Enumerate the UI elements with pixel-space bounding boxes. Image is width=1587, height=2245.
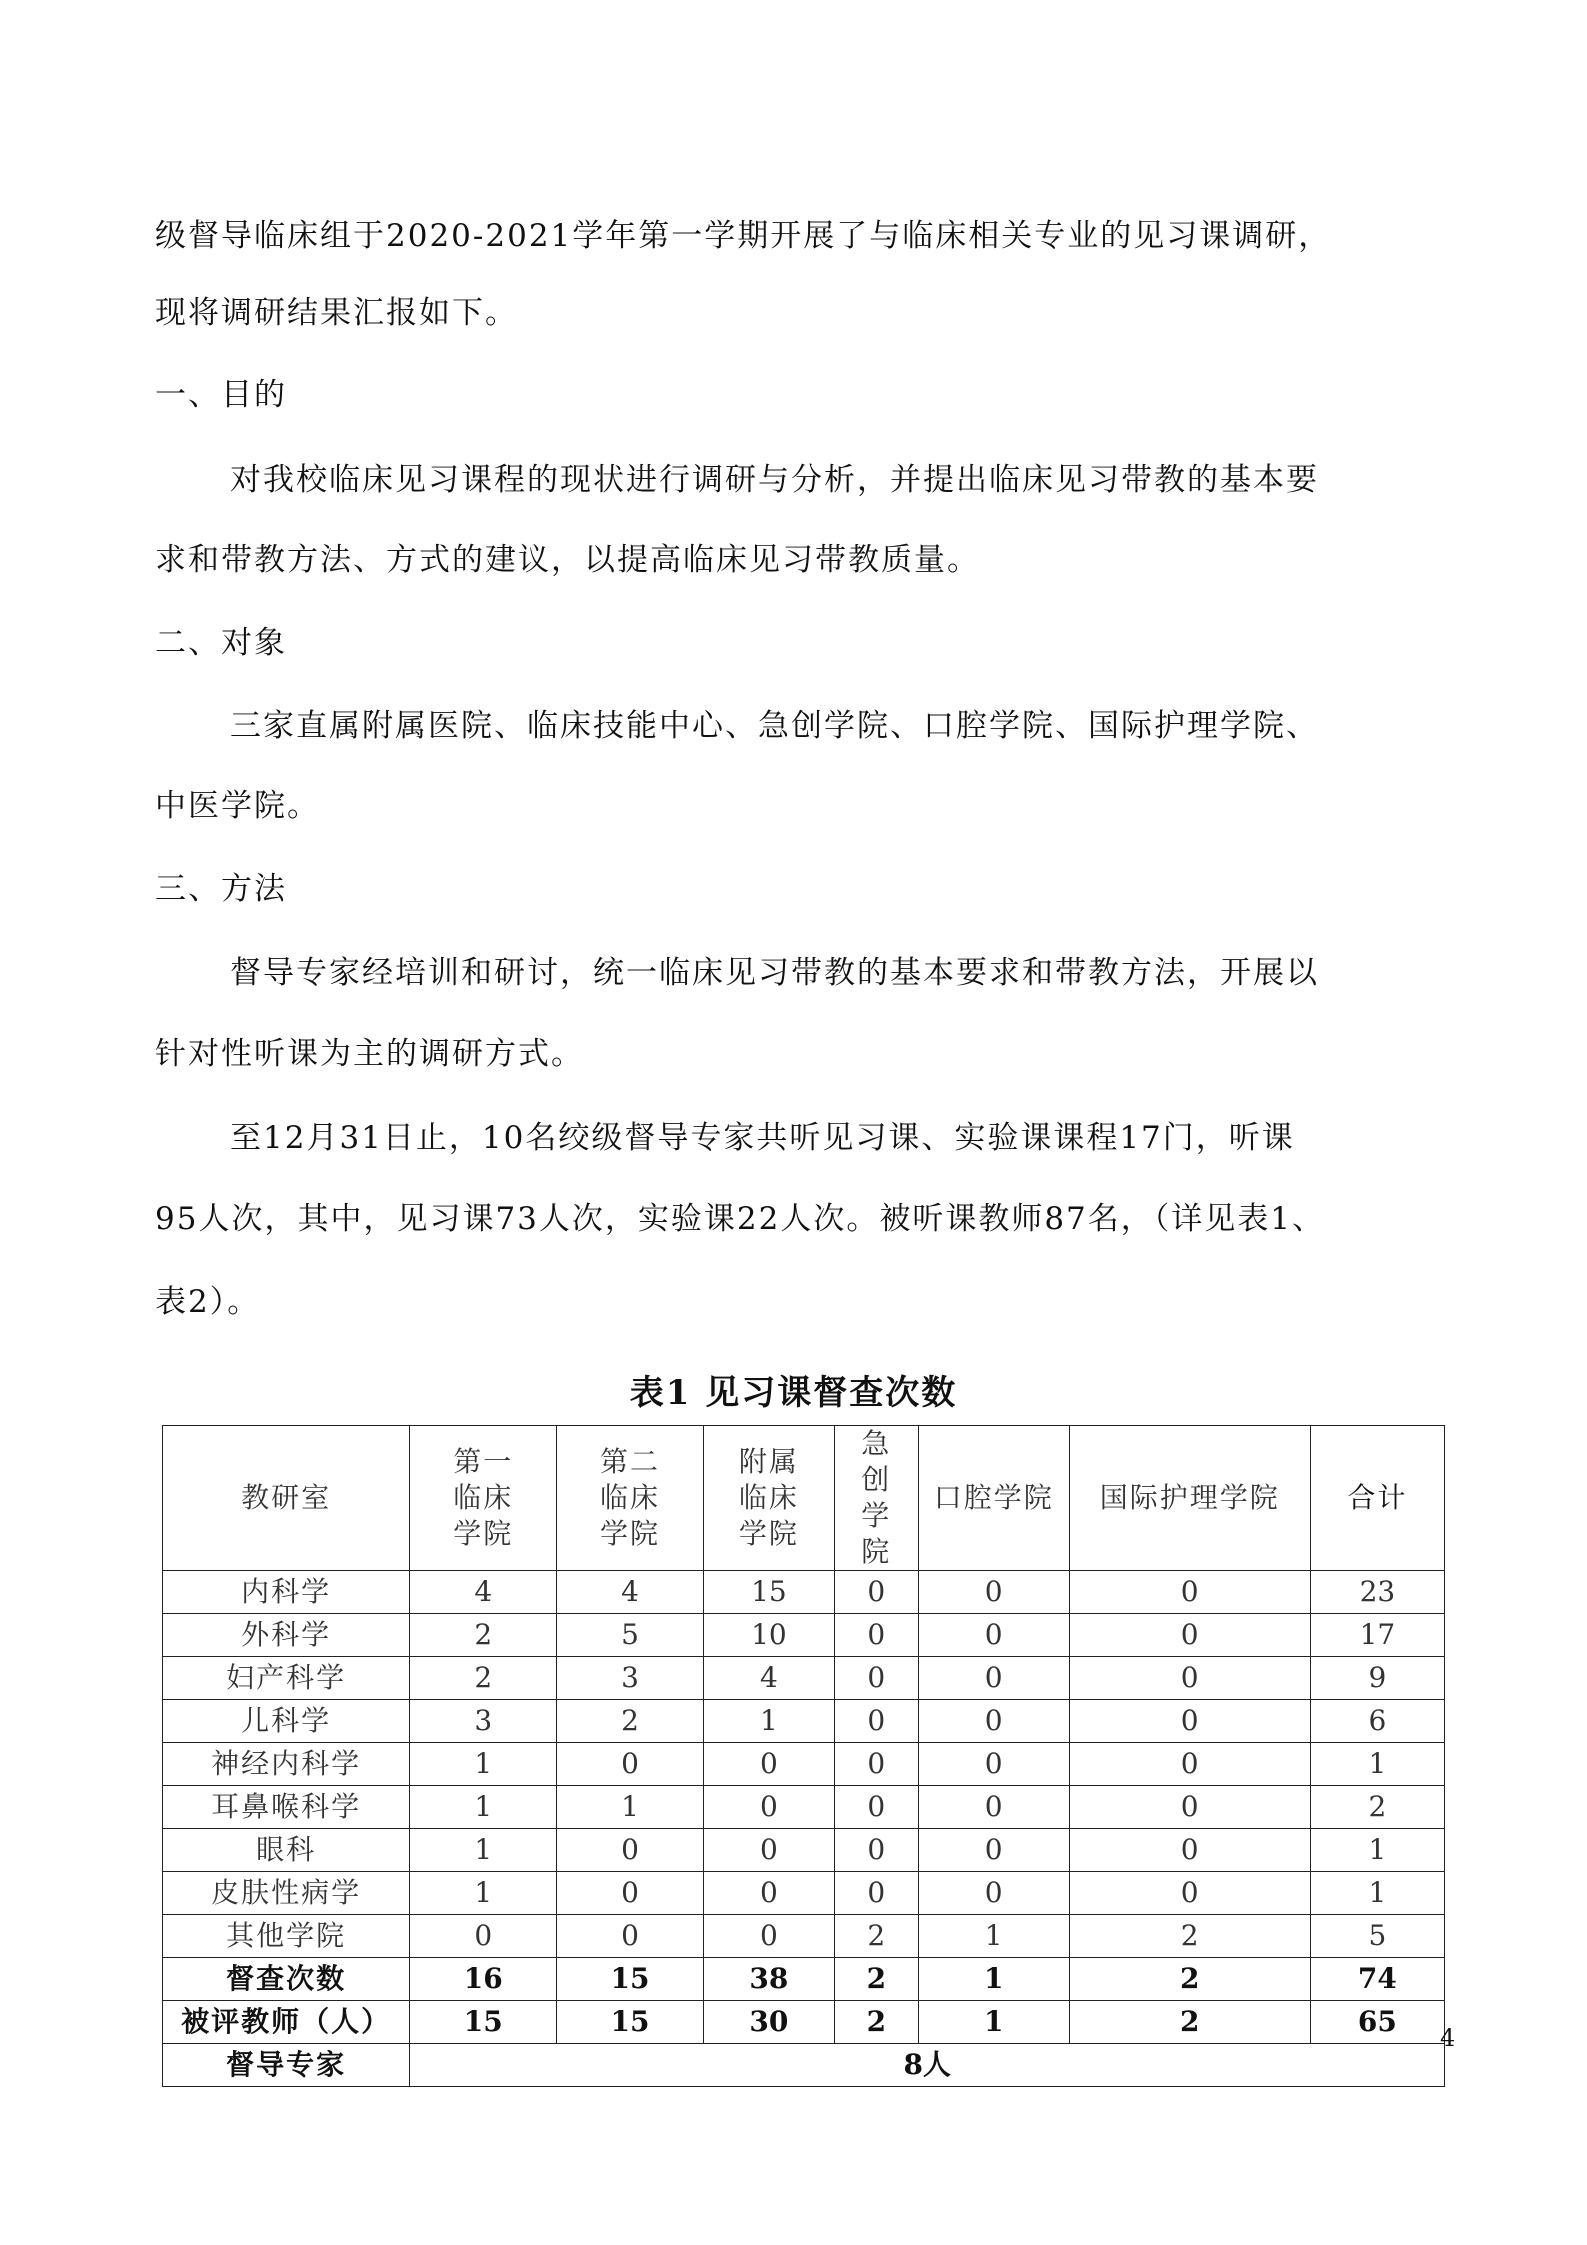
- section-heading-subjects: 二、对象: [155, 625, 287, 661]
- header-cell-emergency: 急创学院: [834, 1426, 918, 1571]
- table-cell: 0: [918, 1829, 1069, 1872]
- table-cell: 0: [703, 1872, 834, 1915]
- paragraph-subjects-line1: 三家直属附属医院、临床技能中心、急创学院、口腔学院、国际护理学院、: [230, 708, 1319, 744]
- paragraph-method-line1: 督导专家经培训和研讨，统一临床见习带教的基本要求和带教方法，开展以: [230, 955, 1319, 991]
- table-cell: 0: [834, 1872, 918, 1915]
- table-cell: 4: [410, 1571, 557, 1614]
- table-cell: 0: [834, 1743, 918, 1786]
- table-cell: 2: [834, 2001, 918, 2044]
- table-cell: 15: [410, 2001, 557, 2044]
- table-row: [163, 1915, 1445, 1958]
- table-row: [163, 1872, 1445, 1915]
- header-cell-dental: 口腔学院: [918, 1426, 1069, 1571]
- table-cell: 5: [557, 1614, 704, 1657]
- table-cell: 23: [1310, 1571, 1444, 1614]
- table-cell: 1: [1310, 1829, 1444, 1872]
- table-row: [163, 1571, 1445, 1614]
- table-cell: 2: [1310, 1786, 1444, 1829]
- expert-count-cell: 8人: [410, 2044, 1445, 2087]
- table-cell: 0: [557, 1872, 704, 1915]
- row-label: 被评教师（人）: [163, 2001, 410, 2044]
- table-cell: 0: [918, 1786, 1069, 1829]
- table-cell: 1: [410, 1786, 557, 1829]
- table-cell: 0: [1069, 1700, 1310, 1743]
- table-cell: 0: [1069, 1872, 1310, 1915]
- table-cell: 1: [918, 1915, 1069, 1958]
- table-cell: 2: [1069, 2001, 1310, 2044]
- paragraph-method-line2: 针对性听课为主的调研方式。: [155, 1036, 584, 1072]
- row-label: 内科学: [163, 1571, 410, 1614]
- table-cell: 0: [557, 1743, 704, 1786]
- row-label: 妇产科学: [163, 1657, 410, 1700]
- table-cell: 2: [1069, 1915, 1310, 1958]
- table-cell: 0: [918, 1700, 1069, 1743]
- header-cell-first-clinical: 第一临床学院: [410, 1426, 557, 1571]
- table-cell: 0: [918, 1614, 1069, 1657]
- row-label: 眼科: [163, 1829, 410, 1872]
- paragraph-purpose-line1: 对我校临床见习课程的现状进行调研与分析，并提出临床见习带教的基本要: [230, 462, 1319, 498]
- table-cell: 2: [834, 1958, 918, 2001]
- table-cell: 0: [1069, 1571, 1310, 1614]
- table-cell: 4: [557, 1571, 704, 1614]
- table-cell: 0: [703, 1829, 834, 1872]
- table-cell: 0: [1069, 1614, 1310, 1657]
- paragraph-purpose-line2: 求和带教方法、方式的建议，以提高临床见习带教质量。: [155, 542, 980, 578]
- table-cell: 1: [410, 1872, 557, 1915]
- paragraph-stats-line1: 至12月31日止，10名绞级督导专家共听见习课、实验课课程17门，听课: [230, 1120, 1295, 1156]
- table-row: [163, 1743, 1445, 1786]
- table-cell: 0: [918, 1743, 1069, 1786]
- table-cell: 0: [1069, 1786, 1310, 1829]
- table-cell: 38: [703, 1958, 834, 2001]
- table-cell: 1: [1310, 1743, 1444, 1786]
- table-cell: 4: [703, 1657, 834, 1700]
- table-cell: 74: [1310, 1958, 1444, 2001]
- table-cell: 1: [918, 1958, 1069, 2001]
- table-caption: 表1 见习课督查次数: [629, 1373, 958, 1413]
- header-cell-dept: 教研室: [163, 1426, 410, 1571]
- table-cell: 0: [557, 1915, 704, 1958]
- table-cell: 0: [918, 1571, 1069, 1614]
- table-header-row: [163, 1426, 1445, 1571]
- table-cell: 0: [918, 1872, 1069, 1915]
- table-cell: 0: [703, 1915, 834, 1958]
- table-cell: 0: [834, 1614, 918, 1657]
- table-cell: 2: [410, 1657, 557, 1700]
- table-cell: 1: [1310, 1872, 1444, 1915]
- table-row: [163, 1614, 1445, 1657]
- table-cell: 0: [410, 1915, 557, 1958]
- table-row: [163, 1700, 1445, 1743]
- table-cell: 2: [834, 1915, 918, 1958]
- table-cell: 0: [1069, 1829, 1310, 1872]
- table-cell: 15: [557, 2001, 704, 2044]
- table-row: [163, 1657, 1445, 1700]
- table-cell: 0: [834, 1829, 918, 1872]
- page-number: 4: [1440, 2024, 1456, 2052]
- paragraph-stats-line2: 95人次，其中，见习课73人次，实验课22人次。被听课教师87名，（详见表1、: [155, 1201, 1326, 1237]
- table-cell: 6: [1310, 1700, 1444, 1743]
- table-cell: 1: [557, 1786, 704, 1829]
- table-row: [163, 1786, 1445, 1829]
- table-cell: 3: [410, 1700, 557, 1743]
- section-heading-method: 三、方法: [155, 871, 287, 907]
- table-cell: 0: [1069, 1743, 1310, 1786]
- table-cell: 0: [703, 1743, 834, 1786]
- table-cell: 3: [557, 1657, 704, 1700]
- table-row: [163, 1829, 1445, 1872]
- inspection-count-table: [162, 1425, 1445, 2087]
- table-cell: 9: [1310, 1657, 1444, 1700]
- table-cell: 2: [557, 1700, 704, 1743]
- table-cell: 1: [703, 1700, 834, 1743]
- table-cell: 2: [1069, 1958, 1310, 2001]
- table-cell: 65: [1310, 2001, 1444, 2044]
- paragraph-stats-line3: 表2）。: [155, 1284, 261, 1320]
- row-label: 其他学院: [163, 1915, 410, 1958]
- row-label: 儿科学: [163, 1700, 410, 1743]
- table-cell: 1: [410, 1829, 557, 1872]
- paragraph-intro-line2: 现将调研结果汇报如下。: [155, 295, 518, 331]
- table-cell: 0: [834, 1657, 918, 1700]
- row-label: 督查次数: [163, 1958, 410, 2001]
- header-cell-affiliated-clinical: 附属临床学院: [703, 1426, 834, 1571]
- row-label: 皮肤性病学: [163, 1872, 410, 1915]
- paragraph-intro-line1: 级督导临床组于2020-2021学年第一学期开展了与临床相关专业的见习课调研，: [155, 218, 1332, 254]
- header-cell-total: 合计: [1310, 1426, 1444, 1571]
- table-cell: 10: [703, 1614, 834, 1657]
- table-total-row-inspections: [163, 1958, 1445, 2001]
- table-cell: 2: [410, 1614, 557, 1657]
- table-cell: 0: [703, 1786, 834, 1829]
- row-label: 耳鼻喉科学: [163, 1786, 410, 1829]
- table-cell: 1: [410, 1743, 557, 1786]
- table-expert-row: [163, 2044, 1445, 2087]
- section-heading-purpose: 一、目的: [155, 377, 287, 413]
- table-cell: 5: [1310, 1915, 1444, 1958]
- table-cell: 0: [834, 1571, 918, 1614]
- table-cell: 30: [703, 2001, 834, 2044]
- header-cell-second-clinical: 第二临床学院: [557, 1426, 704, 1571]
- row-label: 神经内科学: [163, 1743, 410, 1786]
- table-total-row-teachers: [163, 2001, 1445, 2044]
- row-label: 督导专家: [163, 2044, 410, 2087]
- row-label: 外科学: [163, 1614, 410, 1657]
- header-cell-nursing: 国际护理学院: [1069, 1426, 1310, 1571]
- table-cell: 0: [557, 1829, 704, 1872]
- table-cell: 16: [410, 1958, 557, 2001]
- table-cell: 15: [557, 1958, 704, 2001]
- table-cell: 0: [1069, 1657, 1310, 1700]
- table-cell: 0: [834, 1700, 918, 1743]
- table-cell: 0: [918, 1657, 1069, 1700]
- paragraph-subjects-line2: 中医学院。: [155, 788, 320, 824]
- table-cell: 15: [703, 1571, 834, 1614]
- table-cell: 17: [1310, 1614, 1444, 1657]
- table-cell: 0: [834, 1786, 918, 1829]
- table-cell: 1: [918, 2001, 1069, 2044]
